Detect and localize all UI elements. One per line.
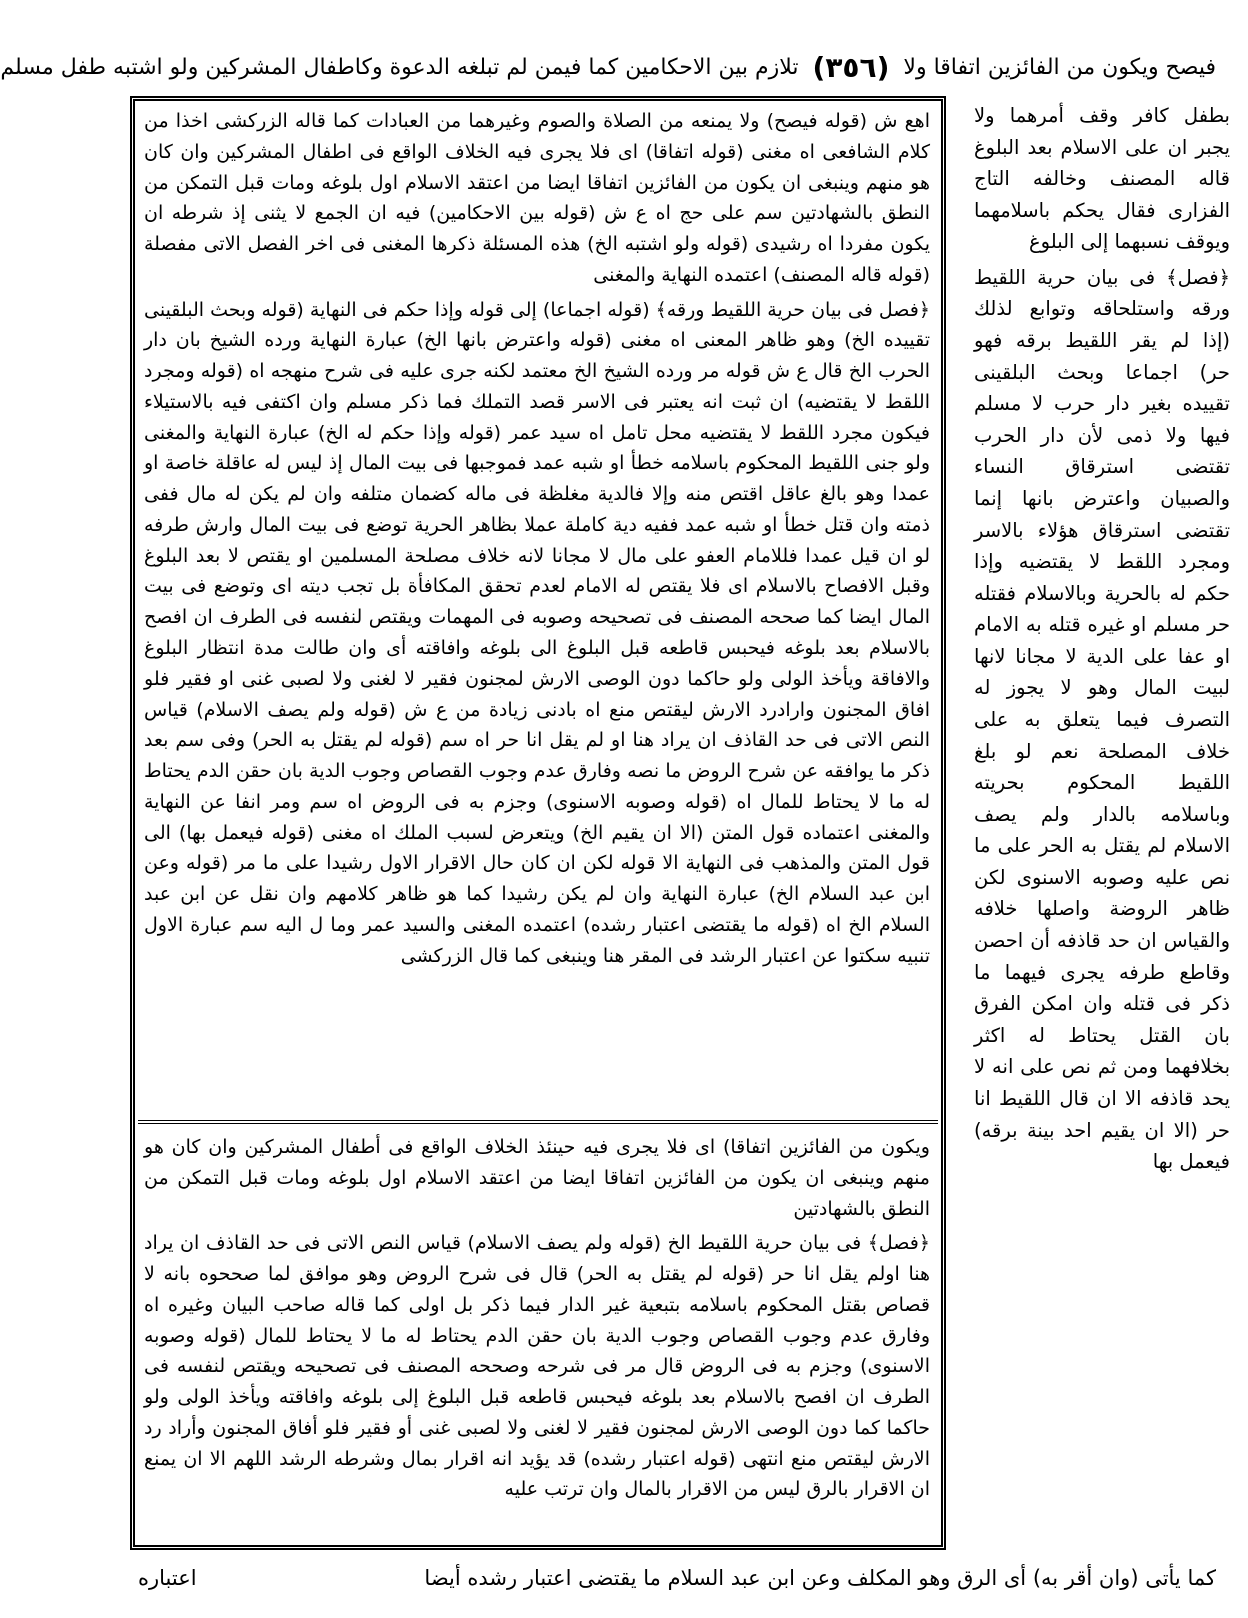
main-text-paragraph: بطفل كافر وقف أمرهما ولا يجبر ان على الاسلام بعد البلوغ قاله المصنف وخالفه التاج الفزارى فقال يحكم باسلامهما ويوقف نسبهما إلى البلوغ [974,104,1230,254]
header-text-right: فيصح ويكون من الفائزين اتفاقا ولا [903,54,1216,80]
commentary-lower [144,1132,930,1537]
page-footer [138,1558,1216,1598]
main-text-column [974,100,1230,1555]
header-text-left: تلازم بين الاحكامين كما فيمن لم تبلغه الدعوة وكاطفال المشركين ولو اشتبه طفل مسلم [0,54,799,80]
footer-text: كما يأتى (وان أقر به) أى الرق وهو المكلف وعن ابن عبد السلام ما يقتضى اعتبار رشده أيضا [424,1566,1216,1590]
page-number: (٣٥٦) [812,50,890,84]
section-divider [138,1120,938,1124]
commentary-paragraph: ﴿فصل﴾ فى بيان حرية اللقيط الخ (قوله ولم يصف الاسلام) قياس النص الاتى فى حد القاذف ان يراد هنا اولم يقل انا حر (قوله لم يقتل به الحر) قال فى شرح الروض وهو موافق لما صححوه بانه لا قصاص بقتل المحكوم باسلامه بتبعية غير الدار فيما ذكر بل اولى كما قاله صاحب البيان وغيره اه وفارق عدم وجوب القصاص وجوب الدية بان حقن الدم يحتاط له ما لا يحتاط للمال (قوله وصوبه الاسنوى) وجزم به فى الروض قال مر فى شرحه وصححه المصنف فى تصحيحه ويقتص لنفسه فى الطرف ان افصح بالاسلام بعد بلوغه فيحبس قاطعه قبل البلوغ إلى بلوغه وافاقته ويأخذ الولى ولو حاكما كما دون الوصى الارش لمجنون فقير لا لغنى ولا لصبى غنى أو فقير فلو أفاق المجنون وأراد رد الارش ليقتص منع انتهى (قوله اعتبار رشده) قد يؤيد انه اقرار بمال وشرطه الرشد اللهم الا ان يمنع ان الاقرار بالرق ليس من الاقرار بالمال وان ترتب عليه [144,1232,930,1501]
catchword: اعتباره [138,1566,197,1590]
commentary-upper [144,106,930,1111]
commentary-paragraph: ﴿فصل فى بيان حرية اللقيط ورقه﴾ (قوله اجماعا) إلى قوله وإذا حكم فى النهاية (قوله وبحث البلقينى تقييده الخ) وهو ظاهر المعنى اه مغنى (قوله واعترض بانها الخ) عبارة النهاية ورده الشيخ بان دار الحرب الخ قال ع ش قوله مر ورده الشيخ الخ معتمد لكنه جرى عليه فى شرح منهجه اه (قوله ومجرد اللقط لا يقتضيه) ان ثبت انه يعتبر فى الاسر قصد التملك فما ذكر مسلم وان اكتفى فيه بالاستيلاء فيكون مجرد اللقط لا يقتضيه محل تامل اه سيد عمر (قوله وإذا حكم له الخ) عبارة النهاية والمغنى ولو جنى اللقيط المحكوم باسلامه خطأ او شبه عمد فموجبها فى بيت المال إذ ليس له عاقلة خاصة او عمدا وهو بالغ عاقل اقتص منه وإلا فالدية مغلظة فى ماله كضمان متلفه وان لم يكن له مال ففى ذمته وان قتل خطأ او شبه عمد ففيه دية كاملة عملا بظاهر الحرية توضع فى بيت المال وارش طرفه لو ان قيل عمدا فللامام العفو على مال لا مجانا لانه خلاف مصلحة المسلمين او يقتص لا بعد البلوغ وقبل الافصاح بالاسلام اى فلا يقتص له الامام لعدم تحقق المكافأة بل تجب ديته اى وتوضع فى بيت المال ايضا كما صححه المصنف فى تصحيحه وصوبه فى المهمات ويقتص لنفسه فى الطرف ان افصح بالاسلام بعد بلوغه فيحبس قاطعه قبل البلوغ الى بلوغه وافاقته أى وان طالت مدة انتظار البلوغ والافاقة ويأخذ الولى ولو حاكما دون الوصى الارش لمجنون فقير لا لغنى ولا لصبى غنى او فقير فلو افاق المجنون وارادرد الارش ليقتص منع اه بادنى زيادة من ع ش (قوله ولم يصف الاسلام) قياس النص الاتى فى حد القاذف ان يراد هنا او لم يقل انا حر اه سم (قوله لم يقتل به الحر) وفى سم بعد ذكر ما يوافقه عن شرح الروض ما نصه وفارق عدم وجوب القصاص وجوب الدية بان حقن الدم يحتاط له ما لا يحتاط للمال اه (قوله وصوبه الاسنوى) وجزم به فى الروض اه سم ومر انفا عن النهاية والمغنى اعتماده قول المتن (الا ان يقيم الخ) ويتعرض لسبب الملك اه مغنى (قوله فيعمل بها) الى قول المتن والمذهب فى النهاية الا قوله لكن ان كان حال الاقرار الاول رشيدا على ما مر (قوله وعن ابن عبد السلام الخ) عبارة النهاية وان لم يكن رشيدا كما هو ظاهر كلامهم وان نقل عن ابن عبد السلام الخ اه (قوله ما يقتضى اعتبار رشده) اعتمده المغنى والسيد عمر وما ل اليه سم عبارة الاول تنبيه سكتوا عن اعتبار الرشد فى المقر هنا وينبغى كما قال الزركشى [144,298,930,967]
running-header [0,36,1216,98]
commentary-paragraph: ويكون من الفائزين اتفاقا) اى فلا يجرى فيه حينئذ الخلاف الواقع فى أطفال المشركين وان كان هو منهم وينبغى ان يكون من الفائزين اتفاقا ايضا من اعتقد الاسلام اول بلوغه ومات قبل التمكن من النطق بالشهادتين [144,1136,930,1220]
commentary-paragraph: اهع ش (قوله فيصح) ولا يمنعه من الصلاة والصوم وغيرهما من العبادات كما قاله الزركشى اخذا من كلام الشافعى اه مغنى (قوله اتفاقا) اى فلا يجرى فيه الخلاف الواقع فى اطفال المشركين وان كان هو منهم وينبغى ان يكون من الفائزين اتفاقا ايضا من اعتقد الاسلام اول بلوغه ومات قبل التمكن من النطق بالشهادتين سم على حج اه ع ش (قوله بين الاحكامين) فيه ان الجمع لا يثنى إذ شرطه ان يكون مفردا اه رشيدى (قوله ولو اشتبه الخ) هذه المسئلة ذكرها المغنى فى اخر الفصل الاتى مفصلة (قوله قاله المصنف) اعتمده النهاية والمغنى [144,110,930,286]
main-text-paragraph: ﴿فصل﴾ فى بيان حرية اللقيط ورقه واستلحاقه وتوابع لذلك (إذا لم يقر اللقيط برقه فهو حر) اجماعا وبحث البلقينى تقييده بغير دار حرب لا مسلم فيها ولا ذمى لأن دار الحرب تقتضى استرقاق النساء والصبيان واعترض بانها إنما تقتضى استرقاق هؤلاء بالاسر ومجرد اللقط لا يقتضيه وإذا حكم له بالحرية وبالاسلام فقتله حر مسلم او غيره قتله به الامام او عفا على الدية لا مجانا لانها لبيت المال وهو لا يجوز له التصرف فيما يتعلق به على خلاف المصلحة نعم لو بلغ اللقيط المحكوم بحريته وباسلامه بالدار ولم يصف الاسلام لم يقتل به الحر على ما نص عليه وصوبه الاسنوى لكن ظاهر الروضة واصلها خلافه والقياس ان حد قاذفه أن احصن وقاطع طرفه يجرى فيهما ما ذكر فى قتله وان امكن الفرق بان القتل يحتاط له اكثر بخلافهما ومن ثم نص على انه لا يحد قاذفه الا ان قال اللقيط انا حر (الا ان يقيم احد بينة برقه) فيعمل بها [974,265,1230,1174]
